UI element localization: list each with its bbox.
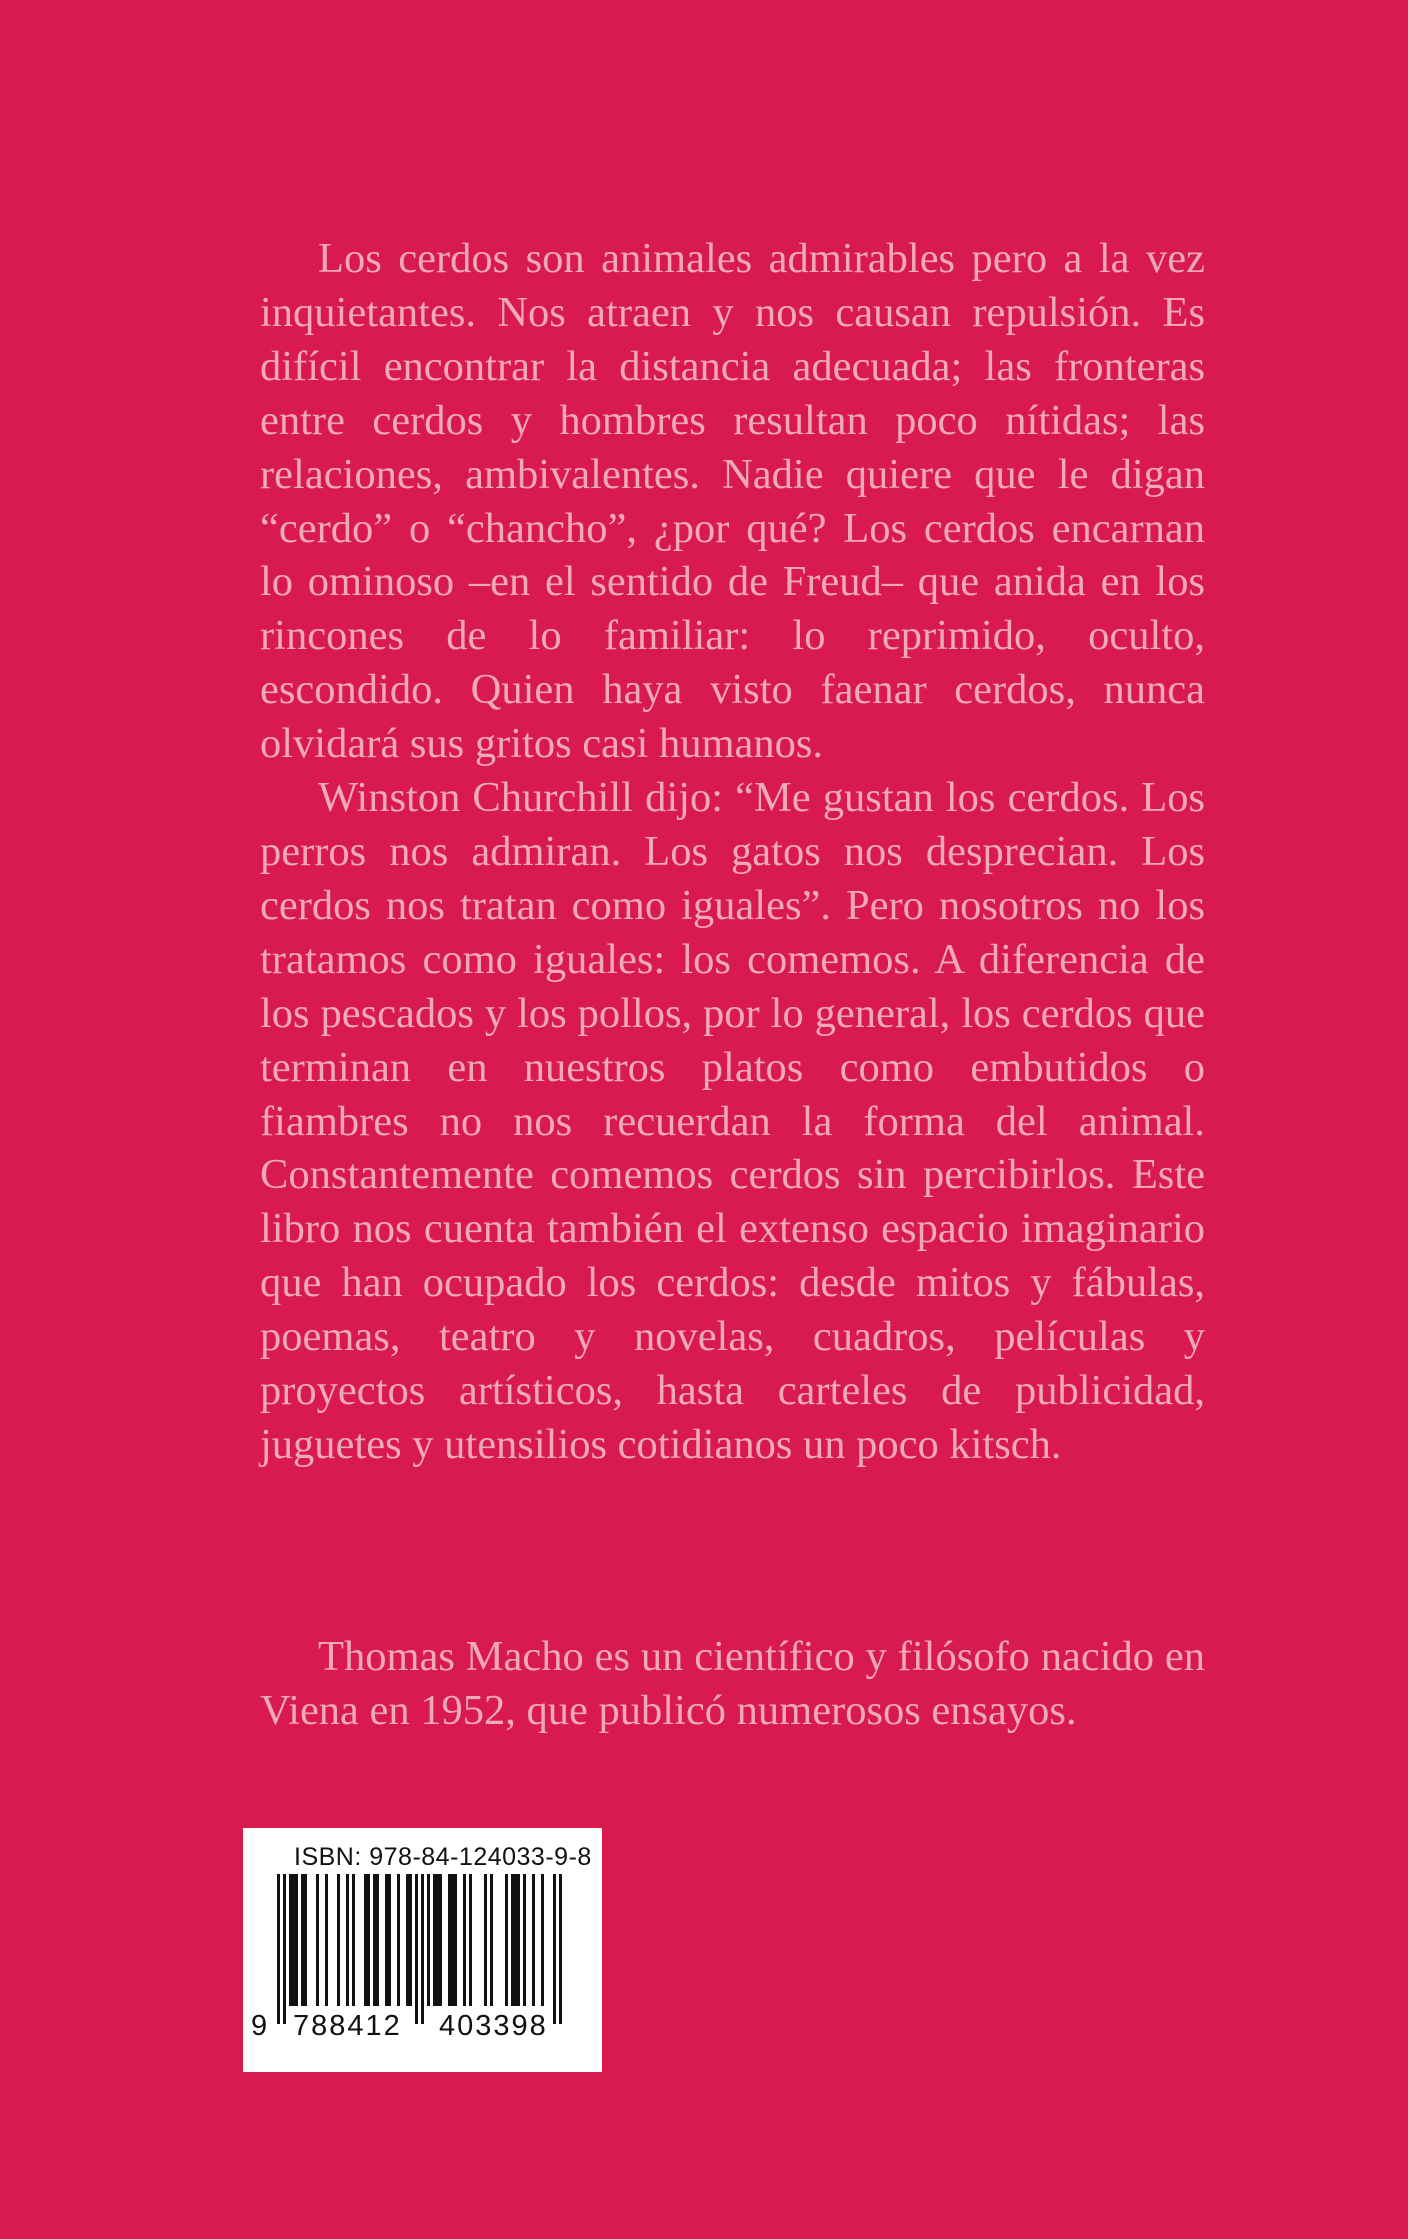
barcode-bar-38: [523, 1874, 526, 2006]
barcode-bar-23: [427, 1874, 430, 2006]
blurb-paragraph-1: Los cerdos son animales admirables pero a la vez inquietantes. Nos atraen y nos causan repulsión. Es difícil encontrar la distancia adecuada; las fronteras entre cerdos y hombres resultan poco nítidas; las relaciones, ambivalentes. Nadie quiere que le digan “cerdo” o “chancho”, ¿por qué? Los cerdos encarnan lo ominoso –en el sentido de Freud– que anida en los rincones de lo familiar: lo reprimido, oculto, escondido. Quien haya visto faenar cerdos, nunca olvidará sus gritos casi humanos.: [260, 235, 1205, 768]
barcode-bar-21: [415, 1874, 418, 2024]
barcode-bar-29: [454, 1874, 457, 2006]
barcode-bar-10: [346, 1874, 349, 2006]
barcode-bar-0: [277, 1874, 280, 2024]
barcode-right-digits: 403398: [439, 2010, 548, 2042]
barcode-bar-42: [559, 1874, 562, 2024]
blurb: [260, 232, 1205, 1472]
barcode-bar-35: [511, 1874, 514, 2006]
barcode-bar-2: [289, 1874, 292, 2006]
barcode-label: [243, 1828, 602, 2072]
barcode-bar-1: [283, 1874, 286, 2024]
barcode-bar-33: [490, 1874, 493, 2006]
barcode-bars: [263, 1874, 583, 2024]
barcode-bar-8: [325, 1874, 328, 2006]
barcode-bar-40: [541, 1874, 544, 2006]
barcode-bar-13: [367, 1874, 370, 2006]
barcode-left-digits: 788412: [293, 2010, 402, 2042]
blurb-paragraph-2: Winston Churchill dijo: “Me gustan los cerdos. Los perros nos admiran. Los gatos nos desprecian. Los cerdos nos tratan como iguales”. Pero nosotros no los tratamos como iguales: los comemos. A diferencia de los pescados y los pollos, por lo general, los cerdos que terminan en nuestros platos como embutidos o fiambres no nos recuerdan la forma del animal. Constantemente comemos cerdos sin percibirlos. Este libro nos cuenta también el extenso espacio imaginario que han ocupado los cerdos: desde mitos y fábulas, poemas, teatro y novelas, cuadros, películas y proyectos artísticos, hasta carteles de publicidad, juguetes y utensilios cotidianos un poco kitsch.: [260, 774, 1205, 1468]
barcode-bar-16: [385, 1874, 388, 2006]
barcode-bar-24: [433, 1874, 436, 2006]
barcode-bar-15: [376, 1874, 379, 2006]
isbn-number: ISBN: 978-84-124033-9-8: [294, 1843, 592, 1871]
barcode-first-digit: 9: [251, 2010, 268, 2042]
barcode-bar-19: [406, 1874, 409, 2006]
barcode-bar-11: [352, 1874, 355, 2006]
barcode-bar-22: [421, 1874, 424, 2024]
barcode-bar-6: [304, 1874, 307, 2006]
barcode-bar-28: [451, 1874, 454, 2006]
barcode-bar-26: [439, 1874, 442, 2006]
barcode-bar-3: [292, 1874, 295, 2006]
barcode-bar-41: [553, 1874, 556, 2024]
barcode-bar-20: [409, 1874, 412, 2006]
barcode-bar-27: [448, 1874, 451, 2006]
barcode-bar-31: [469, 1874, 472, 2006]
barcode-bar-39: [532, 1874, 535, 2006]
barcode-bar-14: [373, 1874, 376, 2006]
barcode-bar-5: [301, 1874, 304, 2006]
barcode-bar-18: [397, 1874, 400, 2006]
barcode-bar-30: [463, 1874, 466, 2006]
barcode-bar-4: [295, 1874, 298, 2006]
barcode-bar-12: [364, 1874, 367, 2006]
barcode-bar-32: [484, 1874, 487, 2006]
barcode-bar-7: [316, 1874, 319, 2006]
barcode-bar-17: [388, 1874, 391, 2006]
barcode-bar-36: [514, 1874, 517, 2006]
barcode-bar-25: [436, 1874, 439, 2006]
barcode-bar-37: [517, 1874, 520, 2006]
barcode-bar-9: [337, 1874, 340, 2006]
author-bio: [260, 1630, 1205, 1738]
author-bio-text: Thomas Macho es un científico y filósofo nacido en Viena en 1952, que publicó numerosos ensayos.: [260, 1633, 1205, 1734]
barcode-bar-34: [505, 1874, 508, 2006]
